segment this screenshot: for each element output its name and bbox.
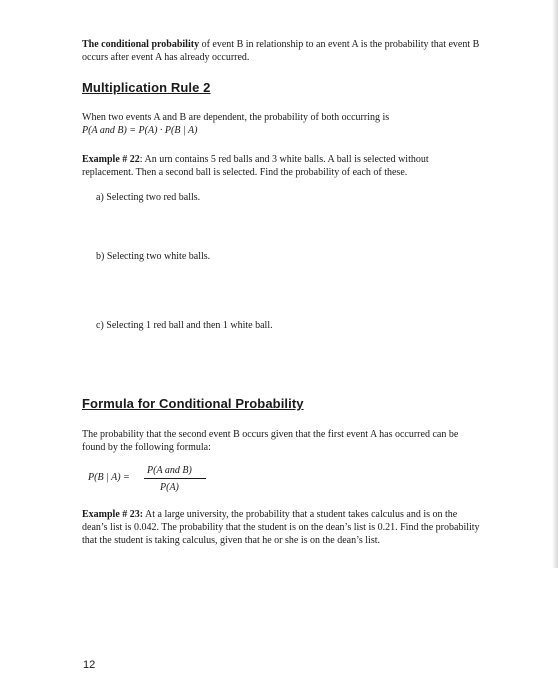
conditional-formula-denominator: P(A) [160,482,179,493]
intro-paragraph [82,38,482,64]
example-22-part-c: c) Selecting 1 red ball and then 1 white ball. [96,320,273,331]
example-22-part-a: a) Selecting two red balls. [96,192,201,203]
example-23-paragraph [82,508,482,547]
fraction-bar [144,478,206,479]
conditional-formula-text: The probability that the second event B occurs given that the first event A has occurred can be found by the following formula: [82,429,459,453]
conditional-formula-heading: Formula for Conditional Probability [82,396,304,411]
intro-term: The conditional probability [82,39,200,50]
example-22-paragraph [82,153,482,179]
example-23-label: Example # 23: [82,509,144,520]
multiplication-rule-text: When two events A and B are dependent, the probability of both occurring is [82,112,390,123]
example-22-text: : An urn contains 5 red balls and 3 white balls. A ball is selected without replacement. Then a second ball is selected. Find the probability of each of these. [82,154,429,178]
example-23-text: At a large university, the probability that a student takes calculus and is on the dean’s list is 0.042. The probability that the student is on the dean’s list is 0.21. Find the probability that the student is taking calculus, given that he or she is on the dean’s list. [82,509,480,546]
conditional-formula-numerator: P(A and B) [147,465,192,476]
page-edge-shadow [552,0,558,568]
multiplication-rule-formula: P(A and B) = P(A) · P(B | A) [82,125,198,136]
page-number: 12 [83,659,96,671]
intro-text: of event B in relationship to an event A is the probability that event B occurs after event A has already occurred. [82,39,480,63]
multiplication-rule-heading: Multiplication Rule 2 [82,80,211,95]
example-22-label: Example # 22 [82,154,140,165]
conditional-formula-lhs: P(B | A) = [88,472,130,483]
example-22-part-b: b) Selecting two white balls. [96,251,211,262]
